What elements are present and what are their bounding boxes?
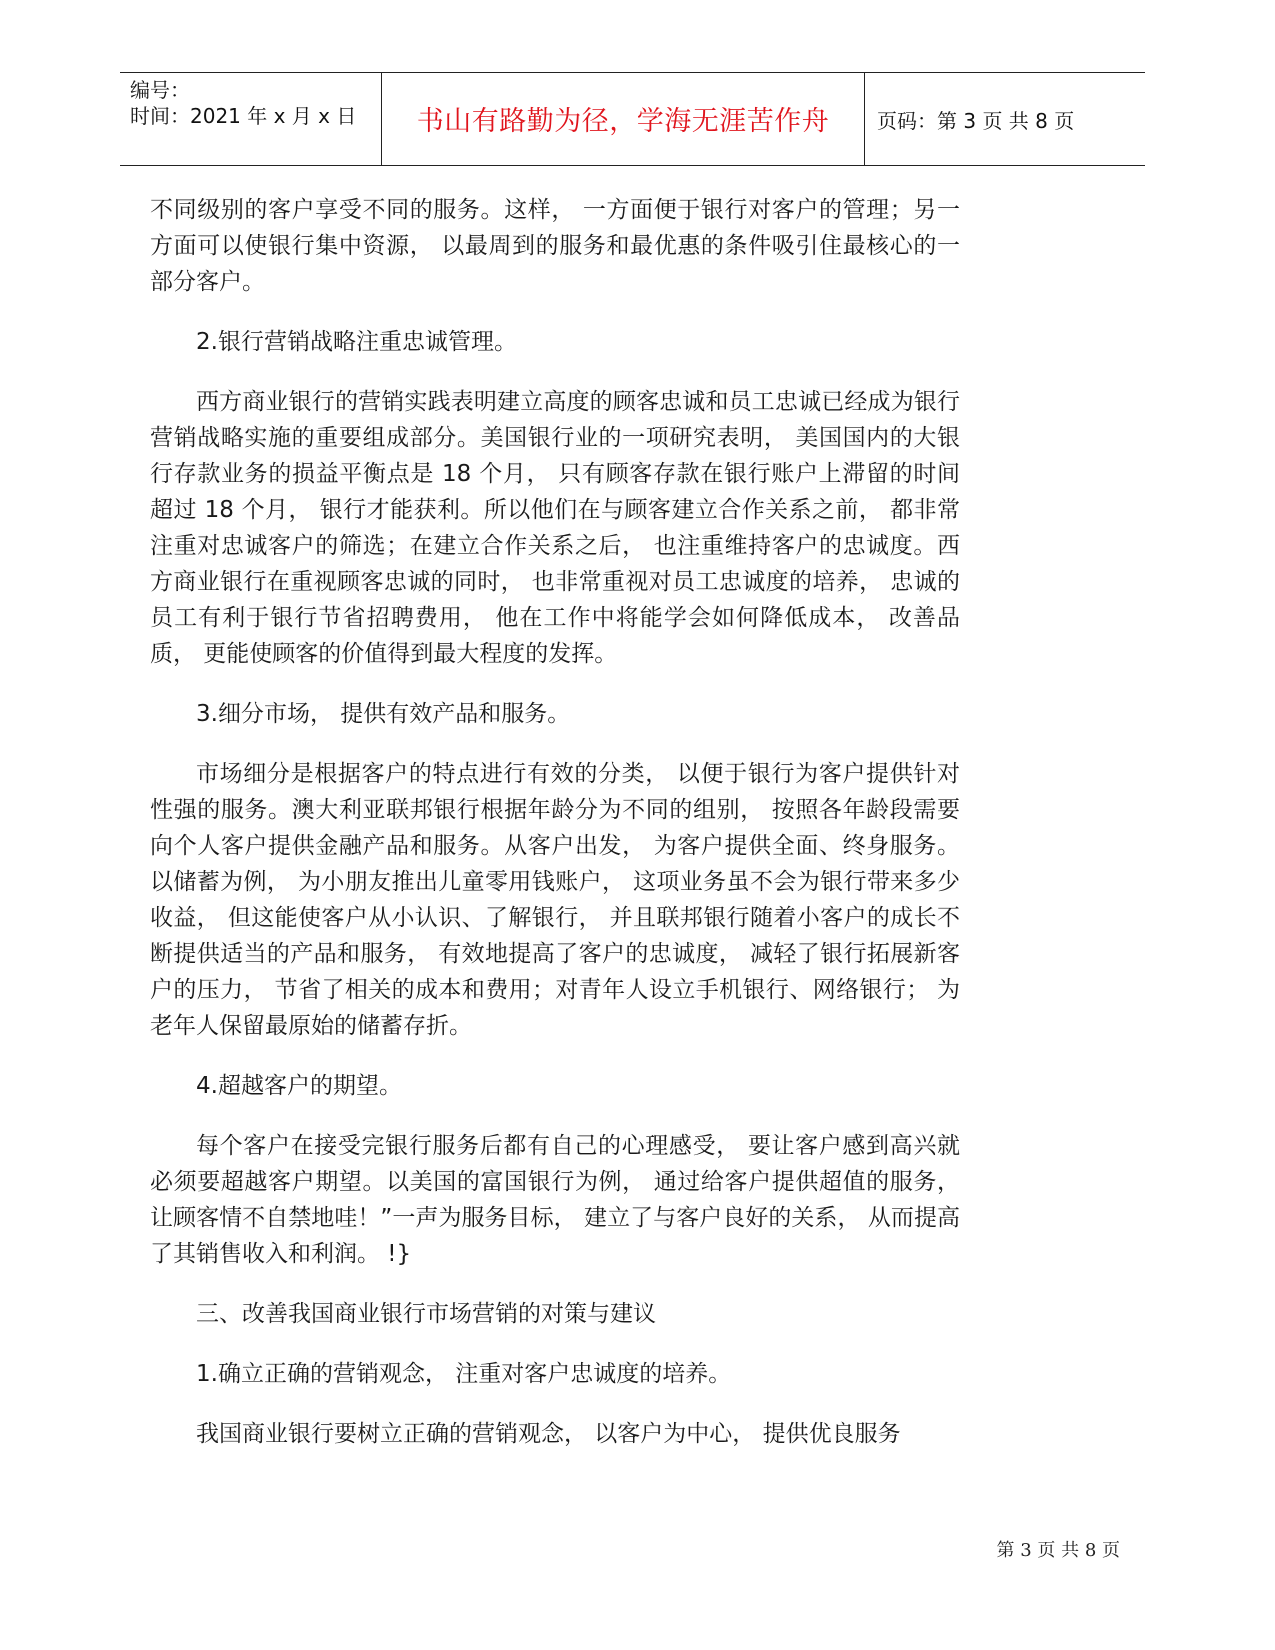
body-paragraph: 不同级别的客户享受不同的服务。这样， 一方面便于银行对客户的管理；另一方面可以使银行集中资源， 以最周到的服务和最优惠的条件吸引住最核心的一部分客户。 <box>150 197 960 295</box>
body-paragraph: 每个客户在接受完银行服务后都有自己的心理感受， 要让客户感到高兴就必须要超越客户期望。以美国的富国银行为例， 通过给客户提供超值的服务， 让顾客情不自禁地哇！”一声为服务目标， 建立了与客户良好的关系， 从而提高了其销售收入和利润。 !} <box>150 1133 960 1267</box>
header-page-code: 页码：第 3 页 共 8 页 <box>877 108 1075 133</box>
section-heading: 1.确立正确的营销观念， 注重对客户忠诚度的培养。 <box>196 1361 732 1387</box>
document-body <box>150 192 960 1476</box>
header-motto-cell <box>382 73 865 165</box>
body-paragraph: 市场细分是根据客户的特点进行有效的分类， 以便于银行为客户提供针对性强的服务。澳大利亚联邦银行根据年龄分为不同的组别， 按照各年龄段需要向个人客户提供金融产品和服务。从客户出发， 为客户提供全面、终身服务。以储蓄为例， 为小朋友推出儿童零用钱账户， 这项业务虽不会为银行带来多少收益， 但这能使客户从小认识、了解银行， 并且联邦银行随着小客户的成长不断提供适当的产品和服务， 有效地提高了客户的忠诚度， 减轻了银行拓展新客户的压力， 节省了相关的成本和费用；对青年人设立手机银行、网络银行； 为老年人保留最原始的储蓄存折。 <box>150 761 960 1039</box>
header-page-cell <box>865 73 1145 165</box>
document-header <box>120 72 1145 166</box>
body-paragraph: 西方商业银行的营销实践表明建立高度的顾客忠诚和员工忠诚已经成为银行营销战略实施的重要组成部分。美国银行业的一项研究表明， 美国国内的大银行存款业务的损益平衡点是 18 个月， 只有顾客存款在银行账户上滞留的时间超过 18 个月， 银行才能获利。所以他们在与顾客建立合作关系之前， 都非常注重对忠诚客户的筛选；在建立合作关系之后， 也注重维持客户的忠诚度。西方商业银行在重视顾客忠诚的同时， 也非常重视对员工忠诚度的培养， 忠诚的员工有利于银行节省招聘费用， 他在工作中将能学会如何降低成本， 改善品质， 更能使顾客的价值得到最大程度的发挥。 <box>150 389 960 667</box>
section-heading: 4.超越客户的期望。 <box>196 1073 402 1099</box>
section-heading: 3.细分市场， 提供有效产品和服务。 <box>196 701 571 727</box>
document-number-label: 编号： <box>130 78 190 102</box>
chapter-heading: 三、改善我国商业银行市场营销的对策与建议 <box>196 1301 656 1327</box>
header-meta-cell <box>120 73 382 165</box>
page-footer-number: 第 3 页 共 8 页 <box>996 1540 1120 1561</box>
document-time-label: 时间：2021 年 x 月 x 日 <box>130 104 357 128</box>
section-heading: 2.银行营销战略注重忠诚管理。 <box>196 329 517 355</box>
body-paragraph: 我国商业银行要树立正确的营销观念， 以客户为中心， 提供优良服务 <box>196 1421 901 1447</box>
header-motto: 书山有路勤为径，学海无涯苦作舟 <box>416 105 830 137</box>
